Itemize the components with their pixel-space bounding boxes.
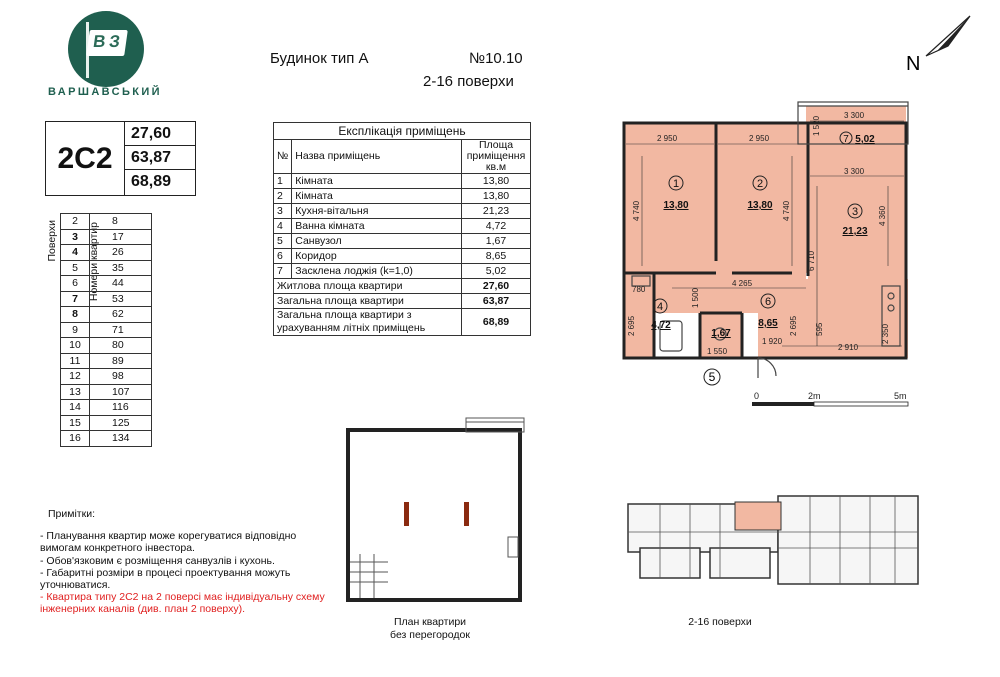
- dim-2350: 2 350: [881, 323, 890, 344]
- room-name: Кімната: [292, 174, 462, 189]
- entrance-number: 5: [708, 370, 716, 384]
- living-area-value: 27,60: [125, 122, 196, 146]
- explication-row: [274, 189, 531, 204]
- floor-number: 6: [61, 276, 90, 292]
- room-1-area: 13,80: [663, 200, 689, 211]
- apartment-number: 35: [90, 260, 152, 276]
- dim-6710: 6 710: [807, 250, 816, 271]
- col-name-header: Назва приміщень: [292, 140, 462, 174]
- explication-total-row: [274, 294, 531, 309]
- apartment-number: 80: [90, 338, 152, 354]
- room-1-number: 1: [672, 178, 680, 190]
- floors-table-row: [61, 384, 152, 400]
- dim-2910: 2 910: [838, 343, 859, 352]
- floor-number: 8: [61, 307, 90, 323]
- room-area: 1,67: [462, 234, 531, 249]
- total-label: Житлова площа квартири: [274, 279, 462, 294]
- note-red: - Квартира типу 2С2 на 2 поверсі має індивідуальну схему інженерних каналів (див. план 2 поверху).: [40, 591, 325, 616]
- apartment-type-box: [45, 121, 196, 196]
- floors-table-row: [61, 400, 152, 416]
- explication-total-row: [274, 279, 531, 294]
- empty-apartment-plan: [338, 412, 538, 607]
- room-6-number: 6: [764, 296, 772, 308]
- dim-595: 595: [815, 322, 824, 336]
- floors-table-row: [61, 431, 152, 447]
- floor-number: 15: [61, 415, 90, 431]
- floors-table-row: [61, 291, 152, 307]
- room-name: Засклена лоджія (k=1,0): [292, 264, 462, 279]
- dim-4265: 4 265: [732, 279, 753, 288]
- dim-3300-a: 3 300: [844, 111, 865, 120]
- highlighted-apartment: [735, 502, 781, 530]
- floors-table-row: [61, 307, 152, 323]
- dim-4740-b: 4 740: [782, 200, 791, 221]
- floor-number: 10: [61, 338, 90, 354]
- total-value: 63,87: [462, 294, 531, 309]
- notes-title: Примітки:: [48, 508, 95, 520]
- apartment-type-code: 2С2: [57, 141, 113, 175]
- note-1: - Планування квартир може корегуватися відповідно вимогам конкретного інвестора.: [40, 530, 297, 555]
- apartment-number: 17: [90, 229, 152, 245]
- room-area: 5,02: [462, 264, 531, 279]
- logo-letter-v: В: [91, 32, 107, 51]
- explication-title: Експлікація приміщень: [274, 123, 531, 140]
- dim-1500: 1 500: [691, 287, 700, 308]
- floor-number: 3: [61, 229, 90, 245]
- dim-1920: 1 920: [762, 337, 783, 346]
- col-num-header: №: [274, 140, 292, 174]
- floor-number: 7: [61, 291, 90, 307]
- room-3-number: 3: [851, 206, 859, 218]
- dim-2950-b: 2 950: [749, 134, 770, 143]
- room-area: 4,72: [462, 219, 531, 234]
- scale-5m: 5m: [894, 391, 907, 401]
- floors-range: 2-16 поверхи: [423, 73, 514, 90]
- col-area-header: Площа приміщення кв.м: [462, 140, 531, 174]
- apartment-number: 125: [90, 415, 152, 431]
- total-area-value: 63,87: [125, 146, 196, 170]
- room-number: 7: [274, 264, 292, 279]
- apartment-number: 71: [90, 322, 152, 338]
- explication-row: [274, 234, 531, 249]
- room-area: 13,80: [462, 189, 531, 204]
- logo-letter-z: З: [107, 32, 122, 51]
- room-7-number: 7: [843, 134, 849, 145]
- dim-780: 780: [632, 285, 646, 294]
- dim-2950-a: 2 950: [657, 134, 678, 143]
- floors-table-row: [61, 338, 152, 354]
- apartment-number: 107: [90, 384, 152, 400]
- empty-plan-caption: [370, 616, 490, 642]
- room-area: 8,65: [462, 249, 531, 264]
- empty-plan-caption-1: План квартири: [393, 616, 467, 628]
- north-arrow-icon: [900, 10, 980, 75]
- apartments-label: Номери квартир: [88, 222, 100, 302]
- floors-table-row: [61, 276, 152, 292]
- scale-2m: 2m: [808, 391, 821, 401]
- floors-label: Поверхи: [46, 220, 58, 262]
- explication-row: [274, 219, 531, 234]
- notes: [40, 508, 340, 616]
- floor-number: 11: [61, 353, 90, 369]
- room-7-area: 5,02: [855, 134, 875, 145]
- room-1-fill: [624, 123, 716, 273]
- apartment-number: 116: [90, 400, 152, 416]
- dim-2695-a: 2 695: [627, 315, 636, 336]
- logo-flag: [86, 30, 128, 56]
- dim-3300-b: 3 300: [844, 167, 865, 176]
- total-label: Загальна площа квартири з урахуванням літніх приміщень: [274, 309, 462, 336]
- explication-table: [273, 122, 531, 336]
- floor-number: 16: [61, 431, 90, 447]
- apartment-number: 98: [90, 369, 152, 385]
- floor-number: 13: [61, 384, 90, 400]
- dim-4740-a: 4 740: [632, 200, 641, 221]
- room-number: 6: [274, 249, 292, 264]
- dim-2695-b: 2 695: [789, 315, 798, 336]
- room-3-area: 21,23: [842, 226, 868, 237]
- total-value: 27,60: [462, 279, 531, 294]
- room-name: Санвузол: [292, 234, 462, 249]
- floor-number: 4: [61, 245, 90, 261]
- total-label: Загальна площа квартири: [274, 294, 462, 309]
- total-value: 68,89: [462, 309, 531, 336]
- room-4-area: 4,72: [651, 320, 671, 331]
- room-number: 2: [274, 189, 292, 204]
- floors-table-row: [61, 353, 152, 369]
- floors-table-row: [61, 214, 152, 230]
- floors-table-row: [61, 229, 152, 245]
- note-2: - Обов'язковим є розміщення санвузлів і кухонь.: [40, 554, 275, 567]
- dim-1520: 1 520: [812, 115, 821, 136]
- explication-row: [274, 174, 531, 189]
- apartment-number: 26: [90, 245, 152, 261]
- total-area-summer-value: 68,89: [131, 173, 172, 190]
- floor-key-plan: [620, 488, 926, 592]
- floor-number: 5: [61, 260, 90, 276]
- room-6-area: 8,65: [758, 318, 778, 329]
- explication-row: [274, 249, 531, 264]
- floors-table-row: [61, 369, 152, 385]
- apartment-number: 89: [90, 353, 152, 369]
- room-area: 13,80: [462, 174, 531, 189]
- apartment-number: 134: [90, 431, 152, 447]
- apartment-number: 44: [90, 276, 152, 292]
- floors-table-row: [61, 415, 152, 431]
- building-number: №10.10: [469, 50, 523, 67]
- apartment-number: 8: [90, 214, 152, 230]
- room-2-fill: [716, 123, 808, 273]
- explication-row: [274, 204, 531, 219]
- room-number: 4: [274, 219, 292, 234]
- explication-total-row: [274, 309, 531, 336]
- floor-number: 12: [61, 369, 90, 385]
- logo-name: ВАРШАВСЬКИЙ: [48, 86, 162, 98]
- room-name: Кімната: [292, 189, 462, 204]
- scale-zero: 0: [754, 391, 760, 401]
- dim-4360: 4 360: [878, 205, 887, 226]
- floors-table-row: [61, 260, 152, 276]
- apartment-plan: [612, 96, 912, 416]
- building-type: Будинок тип А: [270, 50, 369, 67]
- room-2-number: 2: [756, 178, 764, 190]
- explication-row: [274, 264, 531, 279]
- floors-table-row: [61, 322, 152, 338]
- empty-plan-caption-2: без перегородок: [390, 629, 470, 641]
- floor-number: 2: [61, 214, 90, 230]
- floor-number: 9: [61, 322, 90, 338]
- apartment-number: 62: [90, 307, 152, 323]
- room-number: 3: [274, 204, 292, 219]
- floor-plan-caption: 2-16 поверхи: [688, 616, 752, 628]
- room-5-area: 1,67: [711, 328, 731, 339]
- note-3: - Габаритні розміри в процесі проектування можуть уточнюватися.: [40, 566, 291, 592]
- room-area: 21,23: [462, 204, 531, 219]
- room-name: Коридор: [292, 249, 462, 264]
- dim-1550: 1 550: [707, 347, 728, 356]
- floor-number: 14: [61, 400, 90, 416]
- room-2-area: 13,80: [747, 200, 773, 211]
- room-name: Ванна кімната: [292, 219, 462, 234]
- compass-label: N: [906, 53, 921, 75]
- room-name: Кухня-вітальня: [292, 204, 462, 219]
- apartment-number: 53: [90, 291, 152, 307]
- room-4-number: 4: [656, 301, 664, 313]
- room-number: 1: [274, 174, 292, 189]
- floors-table: [60, 213, 152, 447]
- room-number: 5: [274, 234, 292, 249]
- floors-table-row: [61, 245, 152, 261]
